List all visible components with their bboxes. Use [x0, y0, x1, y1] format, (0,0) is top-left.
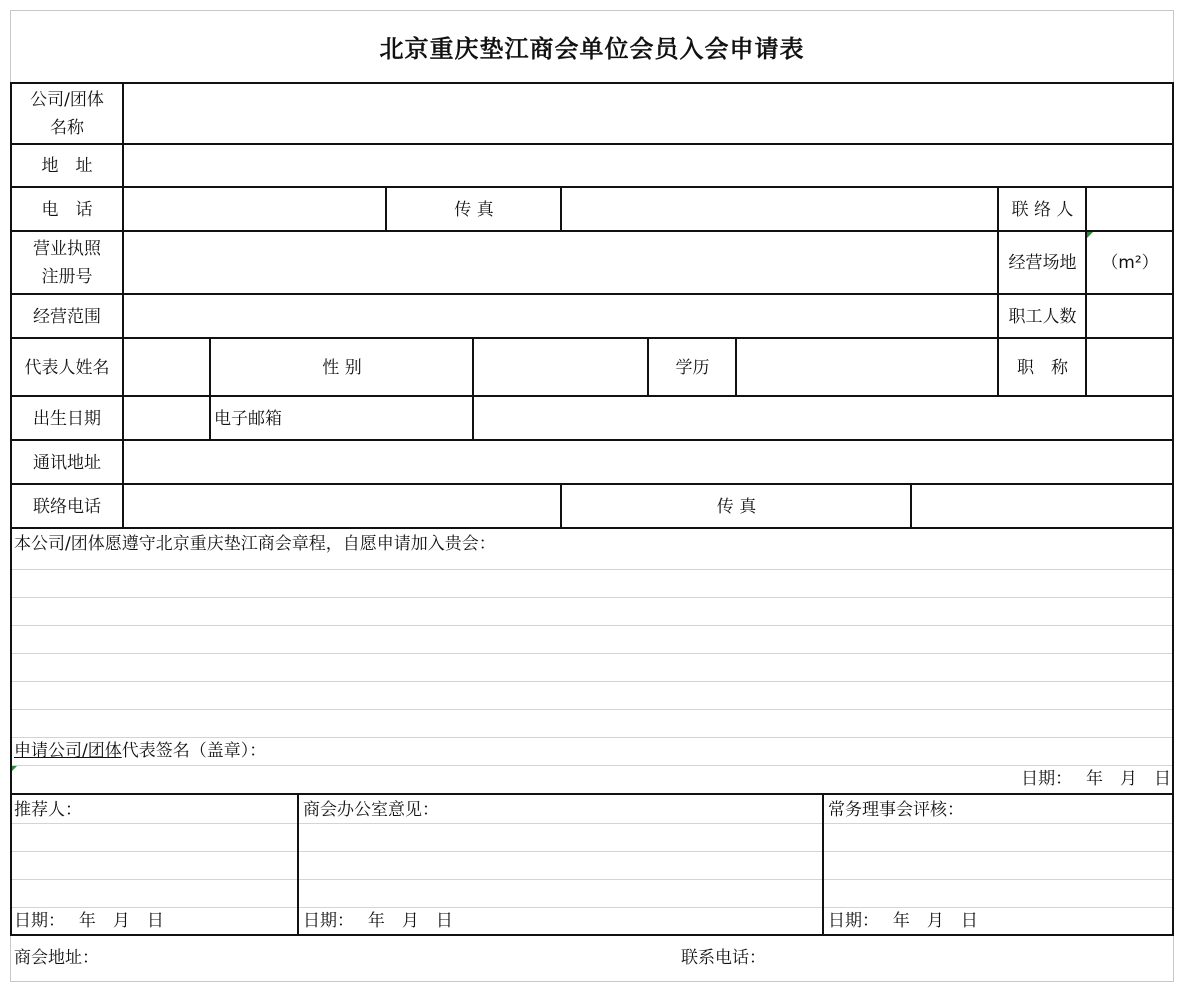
- rep-name-value[interactable]: [124, 339, 210, 396]
- address-value[interactable]: [124, 145, 1173, 187]
- address-label: 地 址: [41, 156, 93, 176]
- premises-unit: （m²）: [1101, 253, 1159, 273]
- referrer-label: 推荐人：: [14, 800, 82, 820]
- email-value[interactable]: [474, 397, 1173, 440]
- signature-label: [11, 737, 611, 765]
- business-scope-value[interactable]: [124, 295, 998, 338]
- mail-address-value[interactable]: [124, 441, 1173, 484]
- job-title-value[interactable]: [1087, 339, 1173, 396]
- email-label: 电子邮箱: [214, 408, 282, 429]
- contact-person-value[interactable]: [1087, 188, 1173, 231]
- mail-address-label: 通讯地址: [33, 452, 101, 473]
- birth-date-label: 出生日期: [33, 408, 101, 429]
- business-scope-label: 经营范围: [33, 306, 101, 327]
- phone-value[interactable]: [124, 188, 386, 231]
- cell-corner-marker: [1087, 232, 1093, 238]
- gender-label: 性 别: [322, 357, 362, 378]
- referrer-date: 日期： 年 月 日: [14, 911, 164, 931]
- staff-count-label: 职工人数: [1008, 306, 1077, 327]
- fax-value[interactable]: [562, 188, 998, 231]
- contact-phone-label: 联络电话: [33, 496, 101, 517]
- contact-phone-value[interactable]: [124, 485, 561, 528]
- gender-value[interactable]: [474, 339, 648, 396]
- council-review-label: 常务理事会评核：: [828, 800, 964, 820]
- contact-person-label: 联 络 人: [1011, 199, 1074, 220]
- signature-rest-text: 代表签名（盖章）：: [121, 741, 267, 761]
- chamber-address-label: 商会地址：: [14, 948, 99, 968]
- office-opinion-label: 商会办公室意见：: [303, 800, 439, 820]
- rep-name-label: 代表人姓名: [24, 357, 110, 378]
- phone-label: 电 话: [41, 199, 93, 220]
- birth-date-value[interactable]: [124, 397, 210, 440]
- education-value[interactable]: [737, 339, 998, 396]
- job-title-label: 职 称: [1017, 357, 1068, 378]
- license-no-value[interactable]: [124, 232, 998, 294]
- form-title: 北京重庆垫江商会单位会员入会申请表: [379, 35, 805, 63]
- fax2-value[interactable]: [912, 485, 1173, 528]
- declaration-statement: 本公司/团体愿遵守北京重庆垫江商会章程，自愿申请加入贵会：: [14, 534, 496, 554]
- license-no-label: 营业执照注册号: [33, 239, 101, 287]
- office-date: 日期： 年 月 日: [303, 911, 453, 931]
- fax2-label: 传 真: [716, 496, 757, 517]
- chamber-phone-label: 联系电话：: [681, 948, 766, 968]
- declaration-date: 日期： 年 月 日: [1021, 769, 1171, 789]
- fax-label: 传 真: [454, 199, 494, 220]
- signature-underlined-text: 申请公司/团体: [14, 741, 122, 761]
- staff-count-value[interactable]: [1087, 295, 1173, 338]
- premises-label: 经营场地: [1008, 253, 1077, 273]
- company-name-value[interactable]: [124, 84, 1173, 144]
- company-name-label: 公司/团体名称: [30, 90, 104, 138]
- council-date: 日期： 年 月 日: [828, 911, 978, 931]
- education-label: 学历: [675, 357, 710, 378]
